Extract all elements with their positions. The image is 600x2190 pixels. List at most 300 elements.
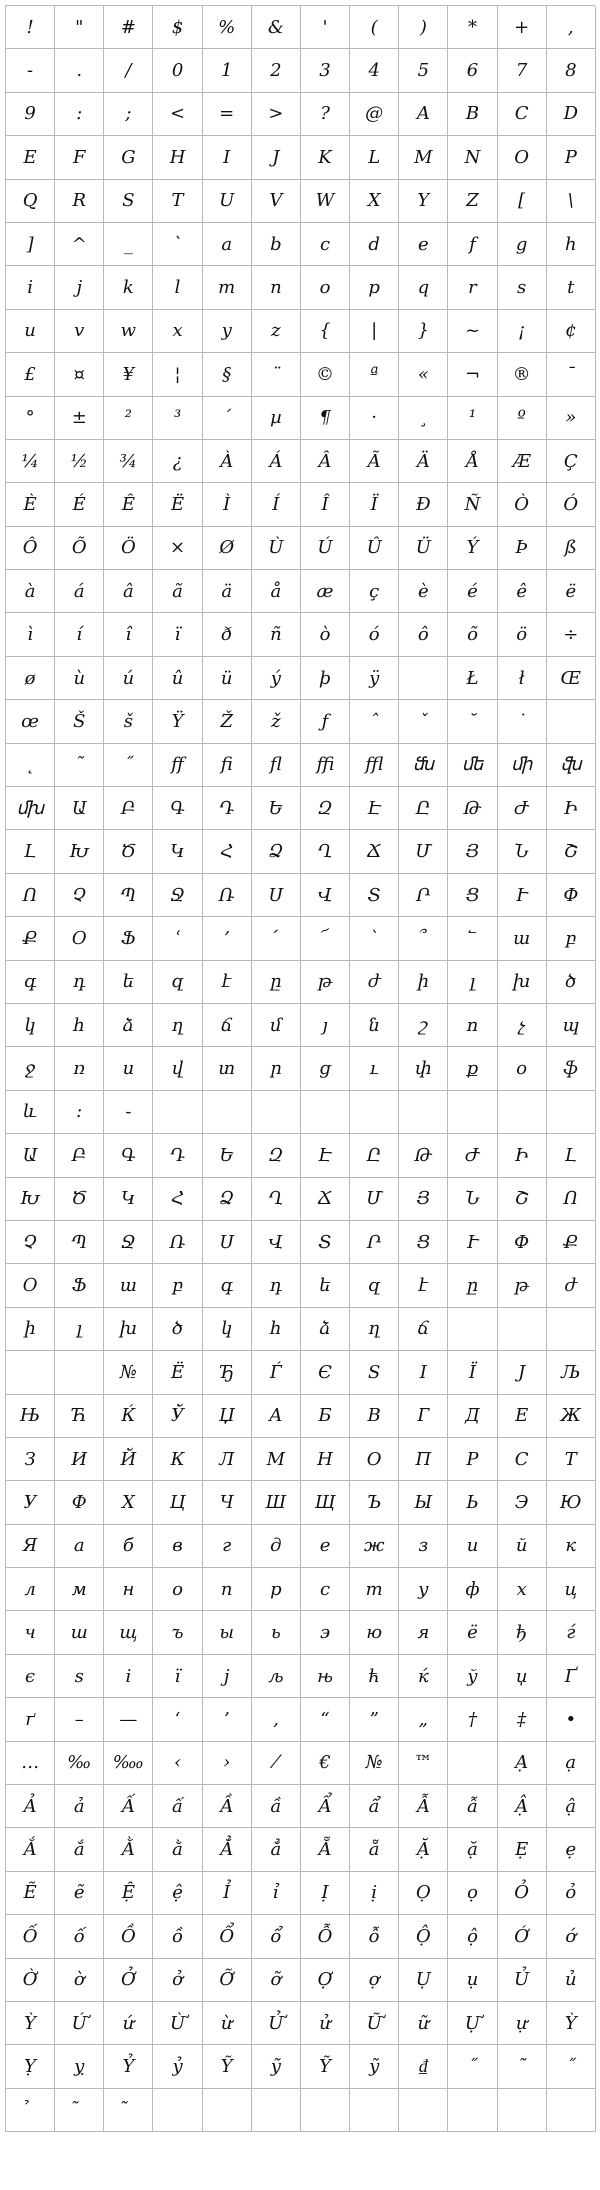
glyph-cell: Է (350, 787, 399, 830)
glyph-cell: Э (498, 1481, 547, 1524)
glyph-cell: Ց (399, 1221, 448, 1264)
glyph-cell: O (498, 136, 547, 179)
glyph-cell: о (153, 1568, 202, 1611)
glyph-cell: \ (547, 180, 596, 223)
glyph-cell: Ố (6, 1915, 55, 1958)
glyph-cell: Պ (55, 1221, 104, 1264)
glyph-cell: f (448, 223, 497, 266)
glyph-cell: ª (350, 353, 399, 396)
glyph-cell: ớ (547, 1915, 596, 1958)
glyph-cell: Ỹ (203, 2045, 252, 2088)
glyph-cell: 1 (203, 49, 252, 92)
glyph-cell: ậ (547, 1785, 596, 1828)
glyph-cell: Û (350, 527, 399, 570)
glyph-cell: ¥ (104, 353, 153, 396)
glyph-cell: Յ (399, 1178, 448, 1221)
glyph-cell: ã (153, 570, 202, 613)
glyph-cell: Ր (350, 1221, 399, 1264)
glyph-cell: « (399, 353, 448, 396)
glyph-cell: ỡ (252, 1959, 301, 2002)
glyph-cell: Ц (153, 1481, 202, 1524)
glyph-cell: Ж (547, 1395, 596, 1438)
glyph-cell: o (301, 266, 350, 309)
glyph-cell: І (399, 1351, 448, 1394)
glyph-cell: ձ (301, 1308, 350, 1351)
glyph-cell: ը (252, 961, 301, 1004)
glyph-cell: ÷ (547, 613, 596, 656)
glyph-cell: Ç (547, 440, 596, 483)
glyph-cell: ѕ (55, 1655, 104, 1698)
glyph-cell: l (153, 266, 202, 309)
glyph-cell: ա (104, 1264, 153, 1307)
glyph-cell: ö (498, 613, 547, 656)
glyph-cell: Շ (498, 1178, 547, 1221)
glyph-cell: ՜ (301, 917, 350, 960)
glyph-cell: ¶ (301, 397, 350, 440)
glyph-cell: ê (498, 570, 547, 613)
glyph-cell: ˝ (547, 2045, 596, 2088)
glyph-cell: Ռ (203, 874, 252, 917)
glyph-cell: Î (301, 483, 350, 526)
glyph-cell: հ (55, 1004, 104, 1047)
glyph-cell: զ (350, 1264, 399, 1307)
glyph-cell: Н (301, 1438, 350, 1481)
glyph-cell: / (104, 49, 153, 92)
glyph-cell: Ạ (498, 1742, 547, 1785)
glyph-cell: Ỵ (6, 2045, 55, 2088)
glyph-cell: T (153, 180, 202, 223)
glyph-cell: Р (448, 1438, 497, 1481)
glyph-cell: § (203, 353, 252, 396)
glyph-cell: ò (301, 613, 350, 656)
glyph-cell: ’ (203, 1698, 252, 1741)
glyph-cell: Ը (350, 1134, 399, 1177)
glyph-cell: Ժ (498, 787, 547, 830)
glyph-cell: Џ (203, 1395, 252, 1438)
glyph-cell: п (203, 1568, 252, 1611)
glyph-cell: g (498, 223, 547, 266)
glyph-cell: ồ (153, 1915, 202, 1958)
glyph-cell: ф (448, 1568, 497, 1611)
glyph-cell (498, 1091, 547, 1134)
glyph-cell: ^ (55, 223, 104, 266)
glyph-cell: ˜ (55, 744, 104, 787)
glyph-cell: ‰ (55, 1742, 104, 1785)
glyph-cell: ј (203, 1655, 252, 1698)
glyph-cell: Ք (547, 1221, 596, 1264)
glyph-cell: ở (153, 1959, 202, 2002)
glyph-cell: ố (55, 1915, 104, 1958)
glyph-cell (399, 2089, 448, 2132)
glyph-cell: Դ (203, 787, 252, 830)
glyph-cell: I (203, 136, 252, 179)
glyph-cell: ﬖ (547, 744, 596, 787)
glyph-cell: Æ (498, 440, 547, 483)
glyph-cell: Վ (301, 874, 350, 917)
glyph-cell: ե (104, 961, 153, 1004)
glyph-cell: t (547, 266, 596, 309)
glyph-cell: ỵ (55, 2045, 104, 2088)
glyph-cell: թ (498, 1264, 547, 1307)
glyph-cell: լ (448, 961, 497, 1004)
glyph-cell: ի (399, 961, 448, 1004)
glyph-cell: Ы (399, 1481, 448, 1524)
glyph-cell (6, 1351, 55, 1394)
glyph-cell: h (547, 223, 596, 266)
glyph-cell: Z (448, 180, 497, 223)
glyph-cell: # (104, 6, 153, 49)
glyph-cell: ł (498, 657, 547, 700)
glyph-cell: ặ (448, 1828, 497, 1871)
glyph-cell: Ճ (301, 1178, 350, 1221)
glyph-cell (301, 2089, 350, 2132)
glyph-cell: { (301, 310, 350, 353)
glyph-cell: ~ (448, 310, 497, 353)
glyph-cell: ч (6, 1611, 55, 1654)
glyph-cell: ñ (252, 613, 301, 656)
glyph-cell: ẩ (350, 1785, 399, 1828)
glyph-cell: ắ (55, 1828, 104, 1871)
glyph-cell: v (55, 310, 104, 353)
glyph-cell (203, 1091, 252, 1134)
glyph-cell: վ (153, 1047, 202, 1090)
glyph-cell: մ (252, 1004, 301, 1047)
glyph-cell: а (55, 1525, 104, 1568)
glyph-cell: ղ (350, 1308, 399, 1351)
glyph-cell: ! (6, 6, 55, 49)
glyph-cell: Ẹ (498, 1828, 547, 1871)
glyph-cell: Ђ (203, 1351, 252, 1394)
glyph-cell: ™ (399, 1742, 448, 1785)
glyph-cell: ն (350, 1004, 399, 1047)
glyph-cell: Ï (350, 483, 399, 526)
glyph-cell: Գ (104, 1134, 153, 1177)
glyph-cell: Ừ (153, 2002, 202, 2045)
glyph-cell: Ա (6, 1134, 55, 1177)
glyph-cell: È (6, 483, 55, 526)
glyph-cell: г (203, 1525, 252, 1568)
glyph-cell: ˛ (6, 744, 55, 787)
glyph-cell: Ằ (104, 1828, 153, 1871)
glyph-cell: Ầ (203, 1785, 252, 1828)
glyph-cell: 9 (6, 93, 55, 136)
glyph-cell: ՙ (153, 917, 202, 960)
glyph-cell: Ն (448, 1178, 497, 1221)
glyph-cell: ղ (153, 1004, 202, 1047)
glyph-cell (104, 2089, 153, 2132)
glyph-cell: Ե (252, 787, 301, 830)
glyph-cell: Q (6, 180, 55, 223)
glyph-cell: Ծ (55, 1178, 104, 1221)
glyph-cell: ﬃ (301, 744, 350, 787)
glyph-cell: ‚ (252, 1698, 301, 1741)
glyph-cell: Á (252, 440, 301, 483)
glyph-cell: Ẳ (203, 1828, 252, 1871)
glyph-cell: ô (399, 613, 448, 656)
glyph-cell: ¬ (448, 353, 497, 396)
glyph-cell: Տ (350, 874, 399, 917)
glyph-cell: П (399, 1438, 448, 1481)
glyph-cell: Ձ (203, 1178, 252, 1221)
glyph-cell: Ղ (301, 830, 350, 873)
glyph-cell: ) (399, 6, 448, 49)
glyph-cell: У (6, 1481, 55, 1524)
glyph-cell: щ (104, 1611, 153, 1654)
glyph-cell: = (203, 93, 252, 136)
glyph-cell: ճ (399, 1308, 448, 1351)
glyph-cell: } (399, 310, 448, 353)
glyph-cell: d (350, 223, 399, 266)
glyph-cell: Ў (153, 1395, 202, 1438)
glyph-cell: Ֆ (55, 1264, 104, 1307)
glyph-cell: Ỉ (203, 1872, 252, 1915)
glyph-cell: ֊ (104, 1091, 153, 1134)
glyph-cell: Ẫ (399, 1785, 448, 1828)
glyph-cell: Բ (55, 1134, 104, 1177)
glyph-cell: ₫ (399, 2045, 448, 2088)
glyph-cell: Խ (6, 1178, 55, 1221)
glyph-cell (55, 2089, 104, 2132)
glyph-cell: Ջ (104, 1221, 153, 1264)
glyph-cell: Ủ (498, 1959, 547, 2002)
glyph-cell: օ (498, 1047, 547, 1090)
glyph-cell: Պ (104, 874, 153, 917)
glyph-cell: @ (350, 93, 399, 136)
glyph-cell: № (350, 1742, 399, 1785)
glyph-cell: ы (203, 1611, 252, 1654)
glyph-cell: Զ (301, 787, 350, 830)
glyph-cell: ³ (153, 397, 202, 440)
glyph-cell: r (448, 266, 497, 309)
glyph-cell: ü (203, 657, 252, 700)
glyph-cell: “ (301, 1698, 350, 1741)
glyph-cell: в (153, 1525, 202, 1568)
glyph-cell: Ợ (301, 1959, 350, 2002)
glyph-cell: x (153, 310, 202, 353)
glyph-cell: ý (252, 657, 301, 700)
glyph-cell: Б (301, 1395, 350, 1438)
glyph-cell: ђ (498, 1611, 547, 1654)
glyph-cell: Y (399, 180, 448, 223)
glyph-cell: F (55, 136, 104, 179)
glyph-cell: s (498, 266, 547, 309)
glyph-cell: й (498, 1525, 547, 1568)
glyph-cell: q (399, 266, 448, 309)
glyph-cell: ё (448, 1611, 497, 1654)
glyph-cell: å (252, 570, 301, 613)
glyph-cell: Й (104, 1438, 153, 1481)
glyph-cell: Չ (6, 1221, 55, 1264)
glyph-cell: A (399, 93, 448, 136)
glyph-cell: Þ (498, 527, 547, 570)
glyph-cell: է (399, 1264, 448, 1307)
glyph-cell: ﬀ (153, 744, 202, 787)
glyph-cell: խ (104, 1308, 153, 1351)
glyph-cell: J (252, 136, 301, 179)
glyph-cell: ˇ (399, 700, 448, 743)
glyph-cell: Ớ (498, 1915, 547, 1958)
glyph-cell: U (203, 180, 252, 223)
glyph-cell: 2 (252, 49, 301, 92)
glyph-cell: ỗ (350, 1915, 399, 1958)
glyph-cell: ð (203, 613, 252, 656)
glyph-cell: բ (547, 917, 596, 960)
glyph-cell: › (203, 1742, 252, 1785)
glyph-cell: ( (350, 6, 399, 49)
glyph-cell: ï (153, 613, 202, 656)
glyph-cell: ỷ (153, 2045, 202, 2088)
glyph-cell: ֆ (547, 1047, 596, 1090)
glyph-cell: â (104, 570, 153, 613)
glyph-cell: ø (6, 657, 55, 700)
glyph-cell: Ł (448, 657, 497, 700)
glyph-cell (547, 1308, 596, 1351)
glyph-cell: Ỷ (104, 2045, 153, 2088)
glyph-cell (448, 1308, 497, 1351)
glyph-cell: ' (301, 6, 350, 49)
glyph-cell: ủ (547, 1959, 596, 2002)
glyph-cell: ж (350, 1525, 399, 1568)
glyph-cell: Կ (104, 1178, 153, 1221)
glyph-cell: 4 (350, 49, 399, 92)
glyph-cell: b (252, 223, 301, 266)
glyph-cell: А (252, 1395, 301, 1438)
glyph-cell: ˝ (104, 744, 153, 787)
glyph-cell: գ (203, 1264, 252, 1307)
glyph-cell: հ (252, 1308, 301, 1351)
glyph-cell: Ð (399, 483, 448, 526)
glyph-cell: ո (448, 1004, 497, 1047)
glyph-cell: – (55, 1698, 104, 1741)
glyph-cell: ա (498, 917, 547, 960)
glyph-cell: < (153, 93, 202, 136)
glyph-cell: Ặ (399, 1828, 448, 1871)
glyph-cell: R (55, 180, 104, 223)
glyph-cell: & (252, 6, 301, 49)
glyph-cell: | (350, 310, 399, 353)
glyph-cell: Ժ (448, 1134, 497, 1177)
glyph-cell: ˜ (498, 2045, 547, 2088)
glyph-cell: [ (498, 180, 547, 223)
glyph-cell: $ (153, 6, 202, 49)
glyph-cell: ¾ (104, 440, 153, 483)
glyph-cell (6, 2089, 55, 2132)
glyph-cell: P (547, 136, 596, 179)
glyph-cell: և (6, 1091, 55, 1134)
glyph-cell: € (301, 1742, 350, 1785)
glyph-cell: ւ (350, 1047, 399, 1090)
glyph-cell: я (399, 1611, 448, 1654)
glyph-cell: Ệ (104, 1872, 153, 1915)
glyph-cell: ՝ (350, 917, 399, 960)
glyph-cell: • (547, 1698, 596, 1741)
glyph-cell: ỏ (547, 1872, 596, 1915)
glyph-cell: ¯ (547, 353, 596, 396)
glyph-cell: ± (55, 397, 104, 440)
glyph-cell: 7 (498, 49, 547, 92)
glyph-cell: ừ (203, 2002, 252, 2045)
glyph-cell: ծ (547, 961, 596, 1004)
glyph-cell: р (252, 1568, 301, 1611)
glyph-cell: Մ (399, 830, 448, 873)
glyph-cell: Ỳ (6, 2002, 55, 2045)
glyph-cell: Љ (547, 1351, 596, 1394)
glyph-cell: Ữ (350, 2002, 399, 2045)
glyph-cell: Ս (203, 1221, 252, 1264)
glyph-cell: N (448, 136, 497, 179)
glyph-cell (350, 2089, 399, 2132)
glyph-cell (301, 1091, 350, 1134)
glyph-cell: 6 (448, 49, 497, 92)
glyph-cell: Լ (6, 830, 55, 873)
glyph-cell: ? (301, 93, 350, 136)
glyph-cell: ž (252, 700, 301, 743)
glyph-cell: µ (252, 397, 301, 440)
glyph-cell: Ј (498, 1351, 547, 1394)
glyph-cell: ® (498, 353, 547, 396)
glyph-cell: ¼ (6, 440, 55, 483)
glyph-cell: k (104, 266, 153, 309)
glyph-cell: ¨ (252, 353, 301, 396)
glyph-cell: Т (547, 1438, 596, 1481)
glyph-cell: Ч (203, 1481, 252, 1524)
glyph-cell: S (104, 180, 153, 223)
glyph-cell: ó (350, 613, 399, 656)
glyph-cell: Í (252, 483, 301, 526)
glyph-cell: ự (498, 2002, 547, 2045)
glyph-cell: к (547, 1525, 596, 1568)
glyph-cell: Ե (203, 1134, 252, 1177)
glyph-cell: _ (104, 223, 153, 266)
glyph-cell: ữ (399, 2002, 448, 2045)
glyph-cell: и (448, 1525, 497, 1568)
glyph-cell: Ờ (6, 1959, 55, 2002)
glyph-cell: ² (104, 397, 153, 440)
glyph-cell: Œ (547, 657, 596, 700)
glyph-cell: Ф (55, 1481, 104, 1524)
glyph-cell: Է (301, 1134, 350, 1177)
glyph-cell: é (448, 570, 497, 613)
glyph-cell: ¤ (55, 353, 104, 396)
glyph-cell: W (301, 180, 350, 223)
glyph-cell: ¦ (153, 353, 202, 396)
glyph-cell: Ѓ (252, 1351, 301, 1394)
glyph-cell: Ն (498, 830, 547, 873)
glyph-cell: œ (6, 700, 55, 743)
glyph-cell: ¡ (498, 310, 547, 353)
glyph-cell: ‹ (153, 1742, 202, 1785)
glyph-cell: û (153, 657, 202, 700)
glyph-cell: ց (301, 1047, 350, 1090)
glyph-cell: л (6, 1568, 55, 1611)
glyph-cell: ս (104, 1047, 153, 1090)
glyph-cell: փ (399, 1047, 448, 1090)
glyph-cell: ỉ (252, 1872, 301, 1915)
glyph-cell: · (350, 397, 399, 440)
glyph-cell: ՞ (399, 917, 448, 960)
glyph-cell: Ô (6, 527, 55, 570)
glyph-cell: Ր (399, 874, 448, 917)
glyph-cell (448, 2089, 497, 2132)
glyph-cell: Ẩ (301, 1785, 350, 1828)
glyph-cell: p (350, 266, 399, 309)
glyph-cell: Ի (547, 787, 596, 830)
glyph-cell: ձ (104, 1004, 153, 1047)
glyph-cell: Ỗ (301, 1915, 350, 1958)
glyph-cell: " (55, 6, 104, 49)
glyph-cell: ạ (547, 1742, 596, 1785)
glyph-cell: ˙ (498, 700, 547, 743)
